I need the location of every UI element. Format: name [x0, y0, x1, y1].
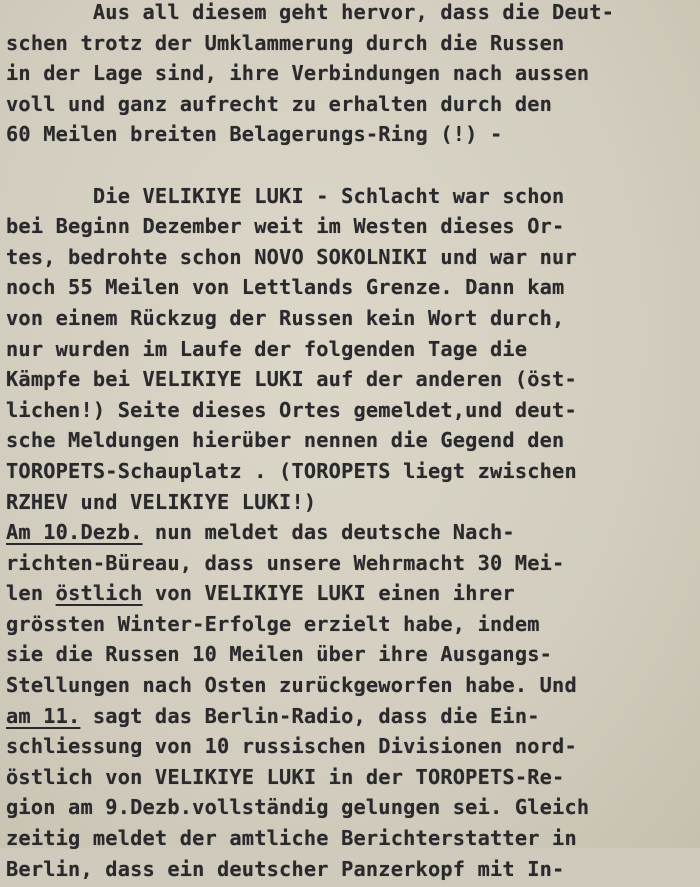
text-line: in der Lage sind, ihre Verbindungen nach aussen: [6, 61, 590, 86]
blank-line: [6, 150, 700, 181]
text-segment: len: [6, 581, 56, 606]
text-line: schliessung von 10 russischen Divisionen nord-: [6, 734, 577, 759]
text-line: [6, 517, 700, 548]
text-line: TOROPETS-Schauplatz . (TOROPETS liegt zwischen: [6, 458, 577, 483]
paragraph-1: [6, 0, 700, 150]
text-line: Aus all diesem geht hervor, dass die Deut-: [6, 0, 615, 24]
underlined-word: östlich: [55, 581, 143, 606]
text-line: von einem Rückzug der Russen kein Wort durch,: [6, 305, 565, 330]
underlined-date: Am 10.Dezb.: [6, 520, 143, 545]
text-line: zeitig meldet der amtliche Berichterstatter in: [6, 826, 577, 851]
text-line: richten-Büreau, dass unsere Wehrmacht 30 Mei-: [6, 550, 565, 575]
text-line: bei Beginn Dezember weit im Westen dieses Or-: [6, 214, 565, 239]
text-line: nur wurden im Laufe der folgenden Tage die: [6, 336, 528, 361]
text-line: Die VELIKIYE LUKI - Schlacht war schon: [6, 183, 565, 208]
text-line: 60 Meilen breiten Belagerungs-Ring (!) -: [6, 122, 503, 147]
text-segment: von VELIKIYE LUKI einen ihrer: [142, 581, 515, 606]
text-line: Kämpfe bei VELIKIYE LUKI auf der anderen (öst-: [6, 367, 577, 392]
text-line: östlich von VELIKIYE LUKI in der TOROPETS-Re-: [6, 764, 565, 789]
text-line: tes, bedrohte schon NOVO SOKOLNIKI und war nur: [6, 244, 577, 269]
text-line: voll und ganz aufrecht zu erhalten durch den: [6, 91, 553, 116]
paragraph-2: [6, 150, 700, 517]
text-segment: sagt das Berlin-Radio, dass die Ein-: [80, 703, 540, 728]
text-line: [6, 578, 700, 609]
underlined-date: am 11.: [6, 703, 81, 728]
paragraph-3: [6, 517, 700, 884]
text-line: sie die Russen 10 Meilen über ihre Ausgangs-: [6, 642, 553, 667]
text-line: Berlin, dass ein deutscher Panzerkopf mit In-: [6, 856, 565, 881]
text-line: lichen!) Seite dieses Ortes gemeldet,und deut-: [6, 397, 577, 422]
text-line: schen trotz der Umklammerung durch die Russen: [6, 30, 565, 55]
text-line: RZHEV und VELIKIYE LUKI!): [6, 489, 317, 514]
text-line: noch 55 Meilen von Lettlands Grenze. Dann kam: [6, 275, 565, 300]
text-line: Stellungen nach Osten zurückgeworfen habe. Und: [6, 673, 577, 698]
text-line: gion am 9.Dezb.vollständig gelungen sei. Gleich: [6, 795, 590, 820]
text-segment: nun meldet das deutsche Nach-: [142, 520, 515, 545]
text-line: grössten Winter-Erfolge erzielt habe, indem: [6, 611, 540, 636]
text-line: sche Meldungen hierüber nennen die Gegend den: [6, 428, 565, 453]
text-line: [6, 701, 700, 732]
